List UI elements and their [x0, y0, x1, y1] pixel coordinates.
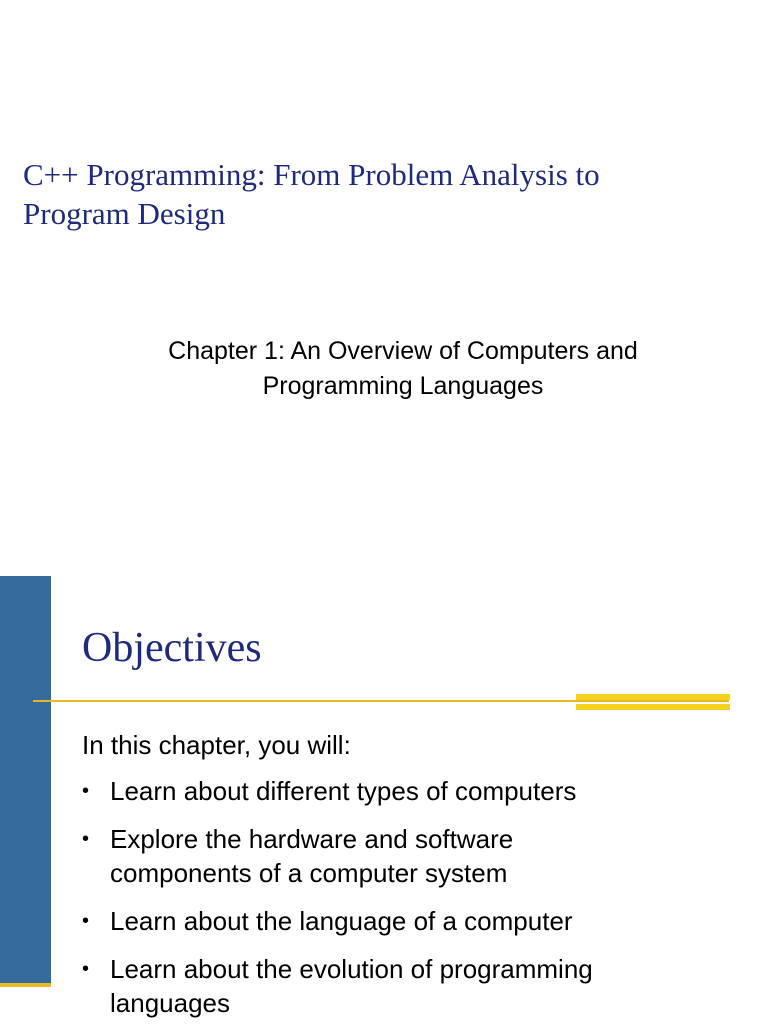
bullet-icon: •	[82, 828, 90, 850]
list-item-line: components of a computer system	[110, 858, 508, 888]
book-title	[23, 155, 743, 233]
intro-text: In this chapter, you will:	[82, 730, 351, 760]
sidebar-decoration	[0, 576, 51, 985]
accent-bar-bottom	[576, 704, 730, 710]
title-divider	[33, 700, 729, 702]
bullet-icon: •	[82, 780, 90, 802]
list-item-line: Explore the hardware and software	[110, 824, 514, 854]
bullet-icon: •	[82, 910, 90, 932]
bullet-icon: •	[82, 958, 90, 980]
book-title-line-1: C++ Programming: From Problem Analysis to	[23, 157, 600, 192]
chapter-title-line-1: Chapter 1: An Overview of Computers and	[168, 337, 638, 365]
book-title-line-2: Program Design	[23, 196, 226, 231]
objectives-slide	[0, 576, 768, 1024]
accent-bar-top	[576, 694, 730, 700]
objectives-list	[82, 774, 593, 1034]
list-item-line: Learn about different types of computers	[110, 776, 577, 806]
list-item-line: Learn about the language of a computer	[110, 906, 573, 936]
list-item-line: languages	[110, 988, 230, 1018]
chapter-title-line-2: Programming Languages	[262, 372, 544, 400]
slide-title: Objectives	[82, 625, 262, 671]
list-item	[82, 904, 593, 938]
chapter-title	[60, 334, 746, 404]
list-item-line: Learn about the evolution of programming	[110, 954, 593, 984]
list-item	[82, 822, 593, 890]
list-item	[82, 952, 593, 1020]
sidebar-gold-stripe	[0, 983, 51, 987]
list-item	[82, 774, 593, 808]
